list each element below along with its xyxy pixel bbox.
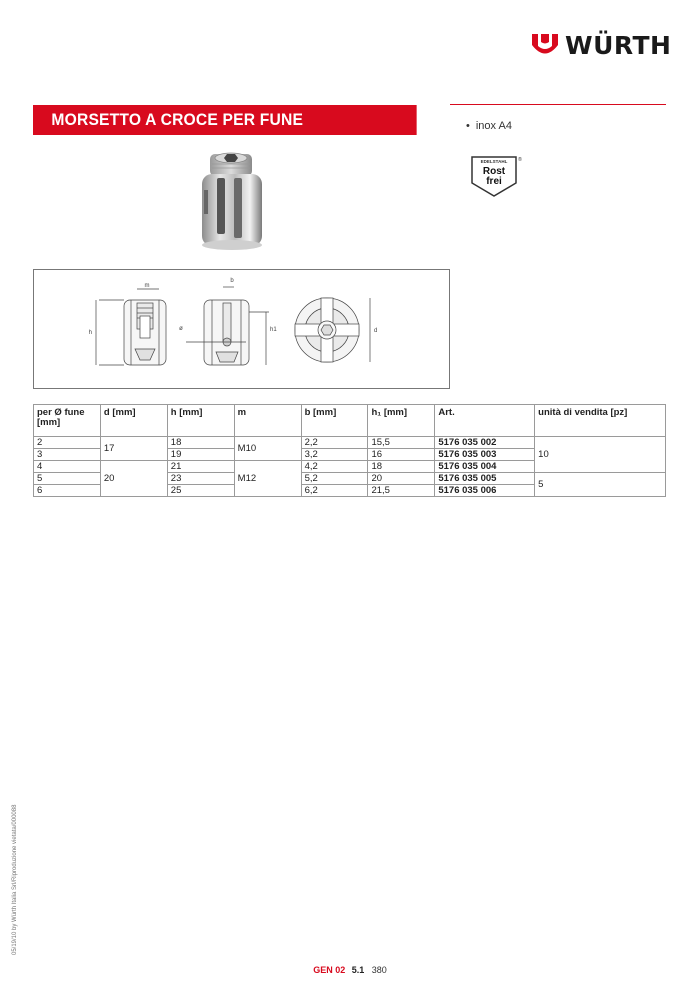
cell-d: 17 [100, 437, 167, 461]
badge-top-text: EDELSTAHL [480, 159, 508, 164]
cell-h: 23 [167, 473, 234, 485]
feature-item: inox A4 [475, 120, 512, 132]
cell-fune: 6 [34, 485, 101, 497]
cell-b: 2,2 [301, 437, 368, 449]
table-row [34, 437, 666, 449]
section-number: 5.1 [351, 965, 365, 975]
dim-label-m: m [144, 283, 150, 289]
cell-h1: 18 [368, 461, 435, 473]
rost-frei-badge [470, 153, 524, 204]
wurth-logo [530, 30, 671, 60]
col-header-art: Art. [435, 405, 535, 437]
feature-list [466, 120, 512, 132]
cell-h1: 15,5 [368, 437, 435, 449]
badge-registered-mark: ® [518, 157, 522, 163]
badge-line1: Rost [482, 166, 506, 177]
technical-drawing [33, 269, 450, 389]
col-header-h1: h₁ [mm] [368, 405, 435, 437]
col-header-qty: unità di vendita [pz] [535, 405, 666, 437]
cell-fune: 4 [34, 461, 101, 473]
col-header-b: b [mm] [301, 405, 368, 437]
cell-h: 21 [167, 461, 234, 473]
page-number: 380 [371, 965, 387, 975]
cell-qty: 5 [535, 473, 666, 497]
wurth-logo-icon [530, 32, 560, 58]
bullet-icon: • [466, 120, 470, 132]
cell-h: 18 [167, 437, 234, 449]
page-footer [0, 965, 700, 975]
cell-h: 19 [167, 449, 234, 461]
cell-m: M12 [234, 461, 301, 497]
cell-d: 20 [100, 461, 167, 497]
cell-b: 5,2 [301, 473, 368, 485]
spec-table [33, 404, 666, 497]
cell-h: 25 [167, 485, 234, 497]
cell-fune: 3 [34, 449, 101, 461]
dim-label-diameter: ø [179, 326, 183, 332]
cell-b: 3,2 [301, 449, 368, 461]
catalog-code: GEN 02 [313, 965, 346, 975]
col-header-d: d [mm] [100, 405, 167, 437]
cell-art: 5176 035 002 [435, 437, 535, 449]
cell-fune: 5 [34, 473, 101, 485]
cell-h1: 20 [368, 473, 435, 485]
cell-h1: 16 [368, 449, 435, 461]
product-photo [190, 150, 270, 260]
dim-label-d: d [374, 328, 378, 334]
page-title: MORSETTO A CROCE PER FUNE [33, 105, 417, 135]
title-rule [450, 104, 666, 105]
cell-qty: 10 [535, 437, 666, 473]
cell-art: 5176 035 004 [435, 461, 535, 473]
cell-fune: 2 [34, 437, 101, 449]
cell-h1: 21,5 [368, 485, 435, 497]
col-header-h: h [mm] [167, 405, 234, 437]
table-header-row [34, 405, 666, 437]
cell-art: 5176 035 006 [435, 485, 535, 497]
cell-art: 5176 035 005 [435, 473, 535, 485]
dim-label-h1: h1 [270, 327, 277, 333]
brand-name: WÜRTH [565, 30, 672, 60]
dim-label-b: b [230, 278, 234, 284]
dim-label-h: h [88, 330, 92, 336]
badge-line2: frei [486, 176, 502, 187]
copyright-note: 05/19/10 by Würth Italia Srl/Riproduzione vietata/000088 [12, 804, 18, 955]
col-header-m: m [234, 405, 301, 437]
cell-b: 6,2 [301, 485, 368, 497]
col-header-fune: per Ø fune [mm] [34, 405, 101, 437]
cell-b: 4,2 [301, 461, 368, 473]
cell-art: 5176 035 003 [435, 449, 535, 461]
cell-m: M10 [234, 437, 301, 461]
